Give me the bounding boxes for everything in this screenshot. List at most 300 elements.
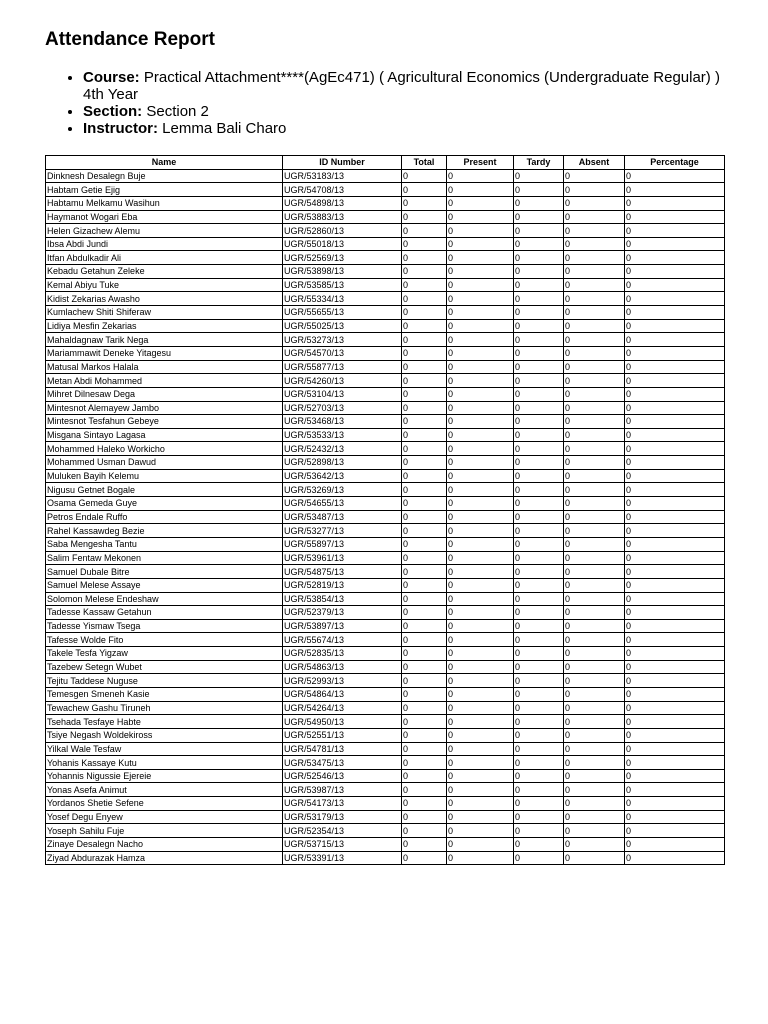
cell-percentage: 0 <box>625 497 725 511</box>
cell-tardy: 0 <box>514 687 564 701</box>
header-present: Present <box>447 156 514 170</box>
cell-present: 0 <box>447 647 514 661</box>
cell-absent: 0 <box>564 483 625 497</box>
cell-id-number: UGR/53715/13 <box>283 838 402 852</box>
cell-absent: 0 <box>564 810 625 824</box>
cell-total: 0 <box>402 265 447 279</box>
table-row <box>46 551 725 565</box>
cell-total: 0 <box>402 278 447 292</box>
cell-id-number: UGR/52860/13 <box>283 224 402 238</box>
table-row <box>46 333 725 347</box>
cell-total: 0 <box>402 551 447 565</box>
cell-percentage: 0 <box>625 210 725 224</box>
cell-name: Yordanos Shetie Sefene <box>46 797 283 811</box>
cell-tardy: 0 <box>514 483 564 497</box>
table-row <box>46 619 725 633</box>
cell-id-number: UGR/53987/13 <box>283 783 402 797</box>
cell-absent: 0 <box>564 606 625 620</box>
table-row <box>46 401 725 415</box>
cell-tardy: 0 <box>514 578 564 592</box>
cell-name: Kebadu Getahun Zeleke <box>46 265 283 279</box>
cell-present: 0 <box>447 292 514 306</box>
cell-percentage: 0 <box>625 374 725 388</box>
cell-id-number: UGR/54173/13 <box>283 797 402 811</box>
cell-name: Mintesnot Tesfahun Gebeye <box>46 415 283 429</box>
cell-total: 0 <box>402 701 447 715</box>
cell-tardy: 0 <box>514 292 564 306</box>
cell-name: Yosef Degu Enyew <box>46 810 283 824</box>
cell-percentage: 0 <box>625 701 725 715</box>
cell-tardy: 0 <box>514 715 564 729</box>
cell-tardy: 0 <box>514 633 564 647</box>
cell-id-number: UGR/54950/13 <box>283 715 402 729</box>
cell-name: Mintesnot Alemayew Jambo <box>46 401 283 415</box>
cell-present: 0 <box>447 469 514 483</box>
cell-percentage: 0 <box>625 756 725 770</box>
course-label: Course: <box>83 69 140 86</box>
cell-id-number: UGR/54898/13 <box>283 196 402 210</box>
cell-tardy: 0 <box>514 783 564 797</box>
cell-tardy: 0 <box>514 565 564 579</box>
cell-percentage: 0 <box>625 483 725 497</box>
table-row <box>46 578 725 592</box>
cell-id-number: UGR/53468/13 <box>283 415 402 429</box>
header-name: Name <box>46 156 283 170</box>
cell-total: 0 <box>402 469 447 483</box>
cell-id-number: UGR/55334/13 <box>283 292 402 306</box>
cell-percentage: 0 <box>625 838 725 852</box>
course-value: Practical Attachment****(AgEc471) ( Agricultural Economics (Undergraduate Regular) ) 4th Year <box>83 69 720 103</box>
cell-id-number: UGR/54863/13 <box>283 660 402 674</box>
table-row <box>46 224 725 238</box>
cell-percentage: 0 <box>625 810 725 824</box>
cell-total: 0 <box>402 497 447 511</box>
header-tardy: Tardy <box>514 156 564 170</box>
table-row <box>46 687 725 701</box>
cell-name: Tazebew Setegn Wubet <box>46 660 283 674</box>
table-row <box>46 196 725 210</box>
table-row <box>46 374 725 388</box>
cell-name: Rahel Kassawdeg Bezie <box>46 524 283 538</box>
cell-total: 0 <box>402 715 447 729</box>
cell-total: 0 <box>402 633 447 647</box>
cell-total: 0 <box>402 810 447 824</box>
cell-name: Kidist Zekarias Awasho <box>46 292 283 306</box>
cell-absent: 0 <box>564 592 625 606</box>
cell-percentage: 0 <box>625 783 725 797</box>
cell-id-number: UGR/53533/13 <box>283 428 402 442</box>
cell-tardy: 0 <box>514 606 564 620</box>
cell-percentage: 0 <box>625 578 725 592</box>
cell-percentage: 0 <box>625 524 725 538</box>
cell-tardy: 0 <box>514 237 564 251</box>
cell-total: 0 <box>402 196 447 210</box>
cell-id-number: UGR/54781/13 <box>283 742 402 756</box>
cell-present: 0 <box>447 169 514 183</box>
cell-name: Saba Mengesha Tantu <box>46 537 283 551</box>
table-row <box>46 251 725 265</box>
cell-name: Tewachew Gashu Tiruneh <box>46 701 283 715</box>
cell-absent: 0 <box>564 565 625 579</box>
instructor-label: Instructor: <box>83 120 158 137</box>
cell-total: 0 <box>402 647 447 661</box>
cell-absent: 0 <box>564 265 625 279</box>
cell-id-number: UGR/52551/13 <box>283 728 402 742</box>
cell-name: Mahaldagnaw Tarik Nega <box>46 333 283 347</box>
cell-present: 0 <box>447 715 514 729</box>
cell-tardy: 0 <box>514 728 564 742</box>
cell-absent: 0 <box>564 346 625 360</box>
table-row <box>46 756 725 770</box>
cell-total: 0 <box>402 728 447 742</box>
cell-name: Habtam Getie Ejig <box>46 183 283 197</box>
cell-id-number: UGR/55877/13 <box>283 360 402 374</box>
cell-absent: 0 <box>564 647 625 661</box>
cell-absent: 0 <box>564 797 625 811</box>
table-row <box>46 442 725 456</box>
cell-tardy: 0 <box>514 442 564 456</box>
cell-tardy: 0 <box>514 428 564 442</box>
cell-name: Yilkal Wale Tesfaw <box>46 742 283 756</box>
cell-percentage: 0 <box>625 319 725 333</box>
table-row <box>46 537 725 551</box>
cell-present: 0 <box>447 428 514 442</box>
table-row <box>46 742 725 756</box>
cell-total: 0 <box>402 606 447 620</box>
cell-present: 0 <box>447 537 514 551</box>
cell-tardy: 0 <box>514 387 564 401</box>
cell-present: 0 <box>447 210 514 224</box>
table-row <box>46 456 725 470</box>
cell-name: Matusal Markos Halala <box>46 360 283 374</box>
cell-name: Petros Endale Ruffo <box>46 510 283 524</box>
cell-name: Takele Tesfa Yigzaw <box>46 647 283 661</box>
cell-percentage: 0 <box>625 428 725 442</box>
cell-name: Solomon Melese Endeshaw <box>46 592 283 606</box>
cell-percentage: 0 <box>625 537 725 551</box>
cell-total: 0 <box>402 619 447 633</box>
cell-tardy: 0 <box>514 456 564 470</box>
cell-tardy: 0 <box>514 647 564 661</box>
cell-tardy: 0 <box>514 415 564 429</box>
cell-total: 0 <box>402 360 447 374</box>
cell-tardy: 0 <box>514 769 564 783</box>
table-row <box>46 851 725 865</box>
header-id-number: ID Number <box>283 156 402 170</box>
cell-present: 0 <box>447 619 514 633</box>
cell-total: 0 <box>402 401 447 415</box>
cell-absent: 0 <box>564 715 625 729</box>
cell-name: Muluken Bayih Kelemu <box>46 469 283 483</box>
cell-absent: 0 <box>564 319 625 333</box>
cell-present: 0 <box>447 237 514 251</box>
cell-tardy: 0 <box>514 537 564 551</box>
cell-id-number: UGR/55025/13 <box>283 319 402 333</box>
cell-percentage: 0 <box>625 674 725 688</box>
cell-present: 0 <box>447 660 514 674</box>
cell-id-number: UGR/55897/13 <box>283 537 402 551</box>
cell-absent: 0 <box>564 210 625 224</box>
table-row <box>46 387 725 401</box>
cell-total: 0 <box>402 592 447 606</box>
cell-absent: 0 <box>564 292 625 306</box>
cell-percentage: 0 <box>625 565 725 579</box>
cell-percentage: 0 <box>625 660 725 674</box>
cell-id-number: UGR/53183/13 <box>283 169 402 183</box>
cell-id-number: UGR/54570/13 <box>283 346 402 360</box>
table-row <box>46 483 725 497</box>
cell-percentage: 0 <box>625 742 725 756</box>
cell-id-number: UGR/52835/13 <box>283 647 402 661</box>
cell-percentage: 0 <box>625 292 725 306</box>
table-row <box>46 292 725 306</box>
cell-id-number: UGR/54264/13 <box>283 701 402 715</box>
table-row <box>46 838 725 852</box>
table-row <box>46 592 725 606</box>
table-row <box>46 497 725 511</box>
cell-tardy: 0 <box>514 401 564 415</box>
cell-percentage: 0 <box>625 728 725 742</box>
cell-id-number: UGR/53642/13 <box>283 469 402 483</box>
cell-percentage: 0 <box>625 183 725 197</box>
cell-total: 0 <box>402 742 447 756</box>
cell-id-number: UGR/53897/13 <box>283 619 402 633</box>
cell-total: 0 <box>402 319 447 333</box>
cell-id-number: UGR/53179/13 <box>283 810 402 824</box>
cell-present: 0 <box>447 319 514 333</box>
table-row <box>46 783 725 797</box>
cell-total: 0 <box>402 674 447 688</box>
cell-id-number: UGR/55655/13 <box>283 306 402 320</box>
cell-id-number: UGR/52379/13 <box>283 606 402 620</box>
cell-absent: 0 <box>564 537 625 551</box>
cell-name: Metan Abdi Mohammed <box>46 374 283 388</box>
cell-tardy: 0 <box>514 210 564 224</box>
cell-id-number: UGR/52993/13 <box>283 674 402 688</box>
cell-name: Lidiya Mesfin Zekarias <box>46 319 283 333</box>
cell-name: Yonas Asefa Animut <box>46 783 283 797</box>
cell-name: Mohammed Usman Dawud <box>46 456 283 470</box>
cell-tardy: 0 <box>514 510 564 524</box>
cell-tardy: 0 <box>514 524 564 538</box>
cell-present: 0 <box>447 701 514 715</box>
cell-total: 0 <box>402 510 447 524</box>
cell-name: Mihret Dilnesaw Dega <box>46 387 283 401</box>
cell-id-number: UGR/52546/13 <box>283 769 402 783</box>
cell-id-number: UGR/52354/13 <box>283 824 402 838</box>
cell-present: 0 <box>447 483 514 497</box>
cell-total: 0 <box>402 387 447 401</box>
cell-present: 0 <box>447 674 514 688</box>
cell-id-number: UGR/53854/13 <box>283 592 402 606</box>
cell-present: 0 <box>447 374 514 388</box>
cell-id-number: UGR/53273/13 <box>283 333 402 347</box>
cell-percentage: 0 <box>625 169 725 183</box>
cell-present: 0 <box>447 510 514 524</box>
cell-tardy: 0 <box>514 674 564 688</box>
cell-absent: 0 <box>564 374 625 388</box>
cell-absent: 0 <box>564 333 625 347</box>
cell-total: 0 <box>402 824 447 838</box>
table-row <box>46 728 725 742</box>
cell-percentage: 0 <box>625 251 725 265</box>
cell-present: 0 <box>447 783 514 797</box>
cell-tardy: 0 <box>514 169 564 183</box>
header-percentage: Percentage <box>625 156 725 170</box>
table-row <box>46 510 725 524</box>
cell-total: 0 <box>402 660 447 674</box>
cell-total: 0 <box>402 374 447 388</box>
table-row <box>46 169 725 183</box>
cell-name: Nigusu Getnet Bogale <box>46 483 283 497</box>
cell-total: 0 <box>402 442 447 456</box>
cell-present: 0 <box>447 224 514 238</box>
cell-present: 0 <box>447 387 514 401</box>
cell-id-number: UGR/55018/13 <box>283 237 402 251</box>
cell-absent: 0 <box>564 742 625 756</box>
table-row <box>46 606 725 620</box>
table-row <box>46 633 725 647</box>
cell-percentage: 0 <box>625 715 725 729</box>
header-total: Total <box>402 156 447 170</box>
cell-name: Osama Gemeda Guye <box>46 497 283 511</box>
table-row <box>46 647 725 661</box>
cell-absent: 0 <box>564 578 625 592</box>
cell-absent: 0 <box>564 401 625 415</box>
cell-tardy: 0 <box>514 660 564 674</box>
table-body <box>46 169 725 865</box>
cell-id-number: UGR/52703/13 <box>283 401 402 415</box>
cell-absent: 0 <box>564 169 625 183</box>
cell-tardy: 0 <box>514 838 564 852</box>
cell-tardy: 0 <box>514 374 564 388</box>
cell-name: Temesgen Smeneh Kasie <box>46 687 283 701</box>
cell-name: Mariammawit Deneke Yitagesu <box>46 346 283 360</box>
cell-total: 0 <box>402 456 447 470</box>
cell-name: Zinaye Desalegn Nacho <box>46 838 283 852</box>
cell-absent: 0 <box>564 756 625 770</box>
cell-present: 0 <box>447 278 514 292</box>
cell-absent: 0 <box>564 497 625 511</box>
section-label: Section: <box>83 103 143 120</box>
cell-present: 0 <box>447 346 514 360</box>
cell-percentage: 0 <box>625 510 725 524</box>
table-row <box>46 306 725 320</box>
cell-absent: 0 <box>564 783 625 797</box>
cell-present: 0 <box>447 824 514 838</box>
cell-present: 0 <box>447 851 514 865</box>
cell-tardy: 0 <box>514 278 564 292</box>
cell-percentage: 0 <box>625 401 725 415</box>
table-row <box>46 469 725 483</box>
cell-absent: 0 <box>564 851 625 865</box>
table-row <box>46 660 725 674</box>
cell-tardy: 0 <box>514 319 564 333</box>
cell-id-number: UGR/52432/13 <box>283 442 402 456</box>
cell-percentage: 0 <box>625 278 725 292</box>
cell-present: 0 <box>447 442 514 456</box>
cell-present: 0 <box>447 838 514 852</box>
cell-name: Yohanis Kassaye Kutu <box>46 756 283 770</box>
cell-name: Dinknesh Desalegn Buje <box>46 169 283 183</box>
cell-name: Tafesse Wolde Fito <box>46 633 283 647</box>
cell-percentage: 0 <box>625 647 725 661</box>
table-row <box>46 346 725 360</box>
cell-percentage: 0 <box>625 265 725 279</box>
cell-id-number: UGR/53277/13 <box>283 524 402 538</box>
cell-present: 0 <box>447 265 514 279</box>
instructor-item <box>83 120 743 137</box>
cell-id-number: UGR/52819/13 <box>283 578 402 592</box>
cell-total: 0 <box>402 251 447 265</box>
cell-absent: 0 <box>564 360 625 374</box>
cell-id-number: UGR/53269/13 <box>283 483 402 497</box>
cell-present: 0 <box>447 401 514 415</box>
cell-tardy: 0 <box>514 224 564 238</box>
cell-name: Tsehada Tesfaye Habte <box>46 715 283 729</box>
cell-absent: 0 <box>564 660 625 674</box>
cell-id-number: UGR/54864/13 <box>283 687 402 701</box>
cell-present: 0 <box>447 592 514 606</box>
cell-percentage: 0 <box>625 769 725 783</box>
cell-present: 0 <box>447 456 514 470</box>
cell-id-number: UGR/54260/13 <box>283 374 402 388</box>
cell-percentage: 0 <box>625 360 725 374</box>
cell-total: 0 <box>402 565 447 579</box>
cell-id-number: UGR/53475/13 <box>283 756 402 770</box>
cell-present: 0 <box>447 728 514 742</box>
cell-tardy: 0 <box>514 756 564 770</box>
cell-name: Yohannis Nigussie Ejereie <box>46 769 283 783</box>
cell-absent: 0 <box>564 442 625 456</box>
cell-id-number: UGR/53487/13 <box>283 510 402 524</box>
table-row <box>46 265 725 279</box>
cell-tardy: 0 <box>514 810 564 824</box>
cell-absent: 0 <box>564 237 625 251</box>
cell-absent: 0 <box>564 278 625 292</box>
cell-present: 0 <box>447 333 514 347</box>
cell-absent: 0 <box>564 824 625 838</box>
cell-percentage: 0 <box>625 592 725 606</box>
cell-absent: 0 <box>564 428 625 442</box>
cell-absent: 0 <box>564 456 625 470</box>
cell-percentage: 0 <box>625 415 725 429</box>
table-row <box>46 237 725 251</box>
cell-tardy: 0 <box>514 196 564 210</box>
cell-absent: 0 <box>564 633 625 647</box>
cell-name: Haymanot Wogari Eba <box>46 210 283 224</box>
cell-percentage: 0 <box>625 456 725 470</box>
table-row <box>46 565 725 579</box>
cell-percentage: 0 <box>625 824 725 838</box>
instructor-value: Lemma Bali Charo <box>162 120 287 137</box>
cell-percentage: 0 <box>625 633 725 647</box>
cell-absent: 0 <box>564 510 625 524</box>
cell-present: 0 <box>447 360 514 374</box>
cell-id-number: UGR/52898/13 <box>283 456 402 470</box>
cell-present: 0 <box>447 196 514 210</box>
cell-tardy: 0 <box>514 469 564 483</box>
cell-id-number: UGR/53898/13 <box>283 265 402 279</box>
table-row <box>46 319 725 333</box>
cell-absent: 0 <box>564 728 625 742</box>
cell-tardy: 0 <box>514 701 564 715</box>
table-row <box>46 360 725 374</box>
cell-total: 0 <box>402 428 447 442</box>
table-row <box>46 824 725 838</box>
cell-percentage: 0 <box>625 797 725 811</box>
table-row <box>46 797 725 811</box>
